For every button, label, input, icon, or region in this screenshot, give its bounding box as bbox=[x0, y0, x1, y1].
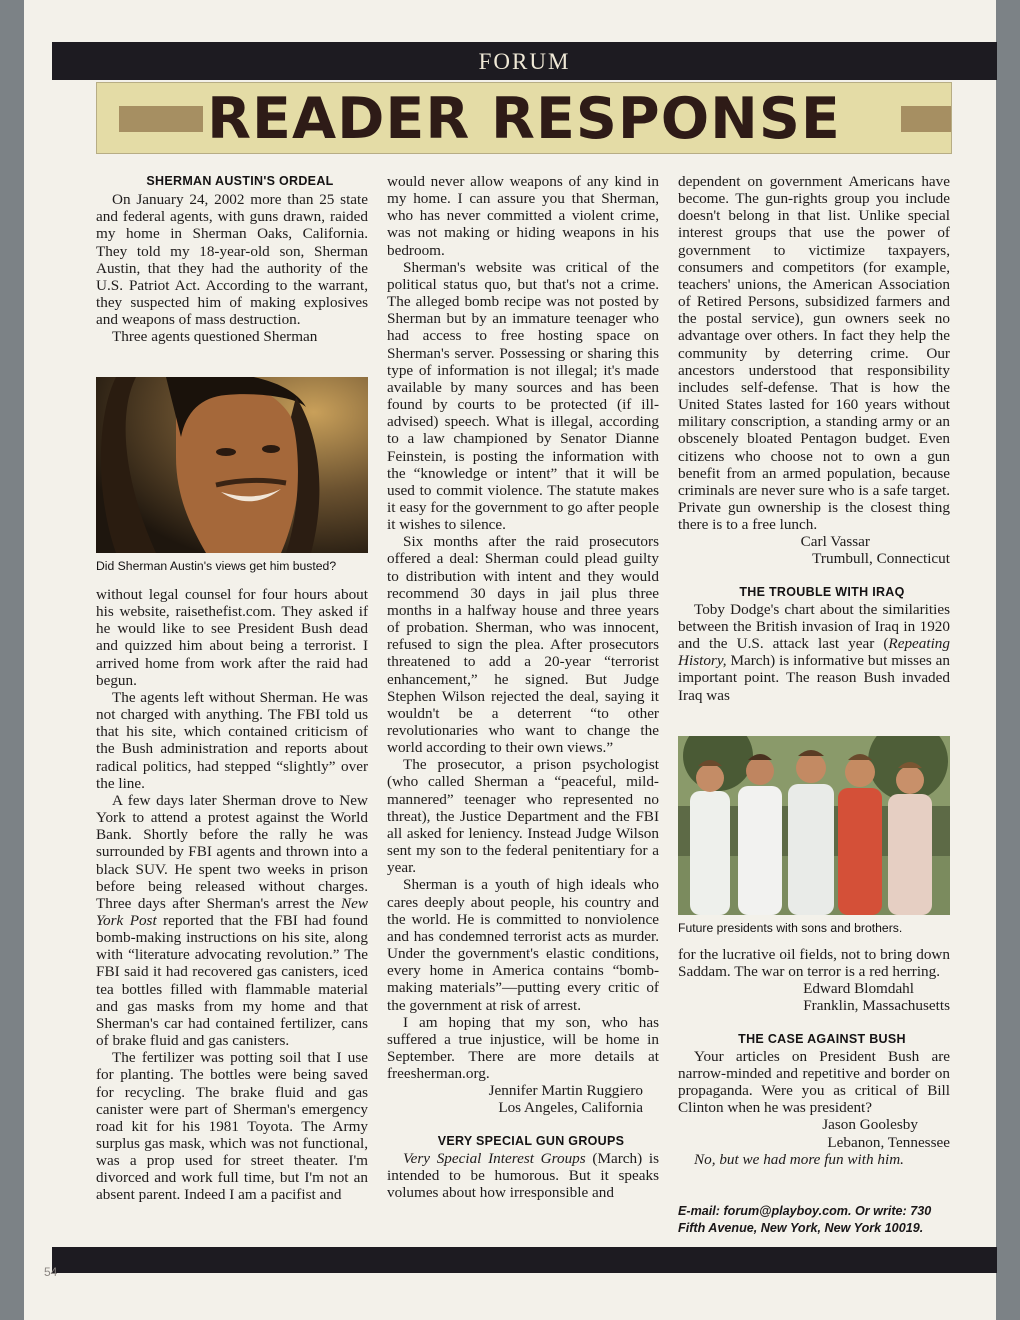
article-reference: Very Special Interest Groups bbox=[403, 1149, 586, 1167]
paragraph: Your articles on President Bush are narrow-minded and repetitive and border on propaganda. Were you as critical of Bill Clinton when he was president? bbox=[678, 1047, 950, 1117]
paragraph: Sherman's website was critical of the political status quo, but that's not a crime. The alleged bomb recipe was not posted by Sherman but by an immature teenager who had access to free hosting space on Sherman's server. Possessing or sharing this type of information is not illegal; it's made available by many sources and has been found by courts to be protected (if ill-advised) speech. What is illegal, according to a law championed by Senator Dianne Feinstein, is posting the information with the “knowledge or intent” that it will be used to commit violence. The statute makes it easy for the government to go after people it wishes to silence. bbox=[387, 258, 659, 534]
column-3-bottom bbox=[678, 946, 950, 1168]
column-3-top bbox=[678, 173, 950, 704]
letter-location: Franklin, Massachusetts bbox=[803, 997, 950, 1015]
article-heading: THE TROUBLE WITH IRAQ bbox=[739, 584, 905, 599]
page-number: 54 bbox=[44, 1265, 58, 1279]
sherman-photo bbox=[96, 377, 368, 553]
paragraph: The prosecutor, a prison psychologist (who called Sherman a “peaceful, mild-mannered” teenager who represented no threat), the Justice Department and the FBI all asked for leniency. Instead Judge Wilson sent my son to the federal penitentiary for a year. bbox=[387, 756, 659, 877]
column-2 bbox=[387, 173, 659, 1201]
column-1-top bbox=[96, 173, 368, 346]
section-label: FORUM bbox=[52, 42, 997, 80]
article-heading: THE CASE AGAINST BUSH bbox=[738, 1031, 906, 1046]
paragraph: On January 24, 2002 more than 25 state and federal agents, with guns drawn, raided my home in Sherman Oaks, California. They told my 18-year-old son, Sherman Austin, that they had the authority of the U.S. Patriot Act. According to the warrant, they suspected him of making explosives and weapons of mass destruction. bbox=[96, 191, 368, 329]
article-heading: SHERMAN AUSTIN'S ORDEAL bbox=[146, 174, 334, 188]
paragraph: Sherman is a youth of high ideals who cares deeply about people, his country and the world. He is committed to nonviolence and has condemned terrorist acts as murder. Under the government's elastic conditions, every home in America contains “bomb-making materials”—putting every critic of the government at risk of arrest. bbox=[387, 876, 659, 1014]
letter-author: Jennifer Martin Ruggiero bbox=[488, 1082, 643, 1100]
editor-reply: No, but we had more fun with him. bbox=[694, 1150, 904, 1168]
photo-caption: Future presidents with sons and brothers. bbox=[678, 921, 903, 935]
paragraph: The fertilizer was potting soil that I use for planting. The bottles were being saved for recycling. The brake fluid and gas canister were part of Sherman's emergency road kit for his 1981 Toyota. The Army surplus gas mask, which was not functional, was a prop used for street theater. I'm divorced and work full time, but I'm not an absent parent. Indeed I am a pacifist and bbox=[96, 1049, 368, 1204]
letter-author: Carl Vassar bbox=[800, 533, 870, 551]
paragraph: would never allow weapons of any kind in my home. I can assure you that Sherman, who has never committed a violent crime, was not making or hiding weapons in his bedroom. bbox=[387, 173, 659, 259]
letter-author: Edward Blomdahl bbox=[803, 980, 914, 998]
paragraph: The agents left without Sherman. He was not charged with anything. The FBI told us that his site, which contained criticism of the Bush administration and reports about radical politics, had stepped “slightly” over the line. bbox=[96, 688, 368, 792]
title-ornament-right bbox=[901, 106, 951, 132]
contact-info bbox=[678, 1203, 958, 1237]
footer-bar bbox=[52, 1247, 997, 1273]
title-band bbox=[96, 82, 952, 154]
paragraph: I am hoping that my son, who has suffered a true injustice, will be home in September. There are more details at freesherman.org. bbox=[387, 1013, 659, 1083]
paragraph: Six months after the raid prosecutors offered a deal: Sherman could plead guilty to distribution with intent and they would recommend 30 days in jail plus three months in a halfway house and three years of probation. Sherman, who was innocent, refused to sign the plea. After prosecutors threatened to add a 20-year “terrorist enhancement,” he signed. But Judge Stephen Wilson rejected the deal, saying it wouldn't be a deterrent “to other revolutionaries who want to change the world according to their own views.” bbox=[387, 533, 659, 757]
publication-name: New York Post bbox=[96, 894, 368, 929]
contact-line: Fifth Avenue, New York, New York 10019. bbox=[678, 1221, 924, 1235]
column-1-bottom bbox=[96, 586, 368, 1204]
page-title: READER RESPONSE bbox=[207, 86, 841, 152]
bush-family-photo bbox=[678, 736, 950, 915]
paragraph: for the lucrative oil fields, not to bring down Saddam. The war on terror is a red herring. bbox=[678, 946, 950, 981]
article-reference: Repeating History, bbox=[678, 635, 950, 670]
letter-location: Lebanon, Tennessee bbox=[827, 1133, 950, 1151]
letter-location: Trumbull, Connecticut bbox=[812, 550, 950, 568]
paragraph: without legal counsel for four hours about his website, raisethefist.com. They asked if he would like to see President Bush dead and quizzed him about being a terrorist. I arrived home from work after the raid had begun. bbox=[96, 586, 368, 689]
paragraph: A few days later Sherman drove to New York to attend a protest against the World Bank. Shortly before the rally he was surrounded by FBI agents and thrown into a black SUV. He spent two weeks in prison before being released without charges. Three days after Sherman's arrest the New York Post reported that the FBI had found bomb-making instructions on his site, along with “literature advocating revolution.” The FBI said it had recovered gas canisters, iced tea bottles filled with flammable material and gas masks from my home and that Sherman's car had contained fertilizer, cans of brake fluid and gas canisters. bbox=[96, 791, 368, 1050]
article-heading: VERY SPECIAL GUN GROUPS bbox=[437, 1133, 625, 1148]
paragraph: Toby Dodge's chart about the similarities between the British invasion of Iraq in 1920 and the U.S. attack last year (Repeating History, March) is informative but misses an important point. The reason Bush invaded Iraq was bbox=[678, 600, 950, 704]
paragraph: dependent on government Americans have become. The gun-rights group you include doesn't belong in that list. Unlike special interest groups that use the power of government to victimize taxpayers, consumers and competitors (for example, teachers' unions, the American Association of Retired Persons, subsidized farmers and the postal service), gun owners seek no advantage over others. In fact they help the community by deterring crime. Our ancestors understood that responsibility includes self-defense. That is how the United States lasted for 160 years without military conscription, a standing army or an obscenely bloated Pentagon budget. Even citizens who choose not to own a gun benefit from an armed population, because criminals are never sure who is a safe target. Private gun ownership is the closest thing there is to a free lunch. bbox=[678, 173, 950, 534]
letter-author: Jason Goolesby bbox=[822, 1116, 918, 1134]
paragraph: Very Special Interest Groups (March) is intended to be humorous. But it speaks volumes about how irresponsible and bbox=[387, 1149, 659, 1202]
paragraph: Three agents questioned Sherman bbox=[112, 328, 318, 346]
letter-location: Los Angeles, California bbox=[498, 1099, 643, 1117]
contact-line: E-mail: forum@playboy.com. Or write: 730 bbox=[678, 1204, 932, 1218]
photo-caption: Did Sherman Austin's views get him busted? bbox=[96, 559, 337, 573]
